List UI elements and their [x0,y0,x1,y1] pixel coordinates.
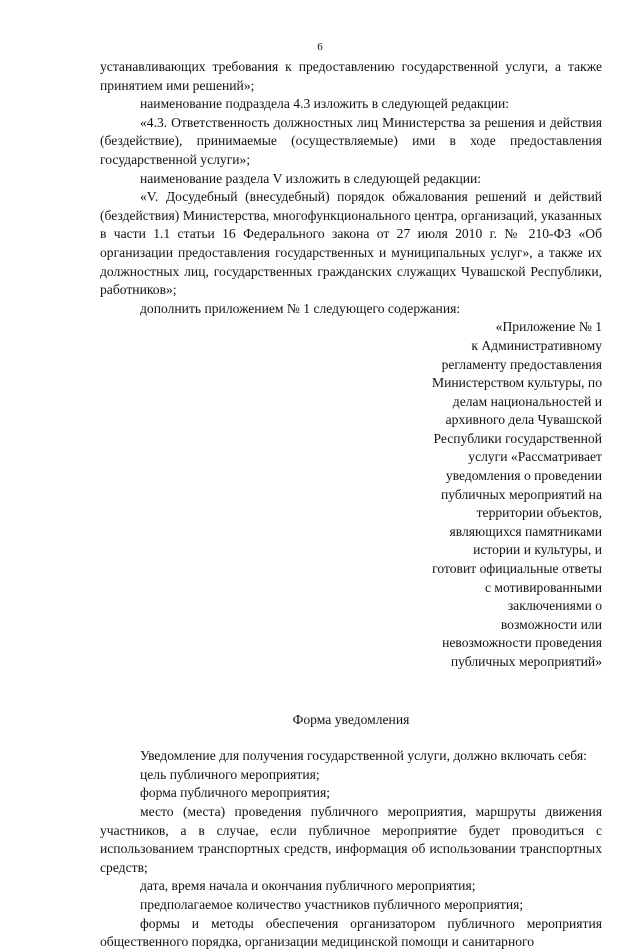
appendix-line: Министерством культуры, по [432,375,602,391]
appendix-line: являющихся памятниками [449,523,602,539]
paragraph: наименование подраздела 4.3 изложить в следующей редакции: [140,96,510,112]
form-title: Форма уведомления [292,711,410,727]
appendix-line: публичных мероприятий на [441,486,602,502]
appendix-line: к Административному [471,337,602,353]
appendix-line: архивного дела Чувашской [445,412,602,428]
appendix-line: заключениями о [507,598,602,614]
appendix-header [422,318,602,671]
appendix-line: истории и культуры, и [473,542,602,558]
paragraph: дата, время начала и окончания публичного мероприятия; [140,878,476,894]
page-number: 6 [317,41,323,53]
appendix-line: услуги «Рассматривает [468,449,602,465]
appendix-line: делам национальностей и [452,393,602,409]
appendix-line: регламенту предоставления [441,356,602,372]
appendix-line: Республики государственной [433,430,602,446]
paragraph: «V. Досудебный (внесудебный) порядок обжалования решений и действий (бездействия) Министерства, многофункционального центра, организаций, указанных в части 1.1 статьи 16 Федерального закона от 27 июля 2010 г. № 210-ФЗ «Об организации предоставления государственных и муниципальных услуг», а также их должностных лиц, государственных гражданских служащих Чувашской Республики, работников»; [100,189,602,298]
paragraph: предполагаемое количество участников публичного мероприятия; [140,896,524,912]
appendix-line: возможности или [500,616,602,632]
document-body [100,58,602,952]
paragraph: место (места) проведения публичного мероприятия, маршруты движения участников, а в случае, если публичное мероприятие будет проводиться с использованием транспортных средств, информация об использовании транспортных средств; [100,803,602,875]
appendix-line: публичных мероприятий» [450,654,602,669]
paragraph: дополнить приложением № 1 следующего содержания: [140,300,461,316]
paragraph: цель публичного мероприятия; [140,766,320,782]
appendix-line: готовит официальные ответы [432,561,602,577]
paragraph: «4.3. Ответственность должностных лиц Министерства за решения и действия (бездействие), принимаемые (осуществляемые) ими в ходе предоставления государственной услуги»; [100,114,602,167]
paragraph: форма публичного мероприятия; [140,785,331,801]
appendix-line: «Приложение № 1 [495,319,602,335]
appendix-line: с мотивированными [485,579,602,595]
paragraph: устанавливающих требования к предоставлению государственной услуги, а также принятием ими решений»; [100,59,602,93]
appendix-line: территории объектов, [476,505,602,521]
paragraph: Уведомление для получения государственной услуги, должно включать себя: [140,748,587,764]
appendix-line: уведомления о проведении [445,468,602,484]
paragraph: формы и методы обеспечения организатором публичного мероприятия общественного порядка, организации медицинской помощи и санитарного [100,915,602,950]
appendix-line: невозможности проведения [442,635,602,651]
paragraph: наименование раздела V изложить в следующей редакции: [140,170,482,186]
